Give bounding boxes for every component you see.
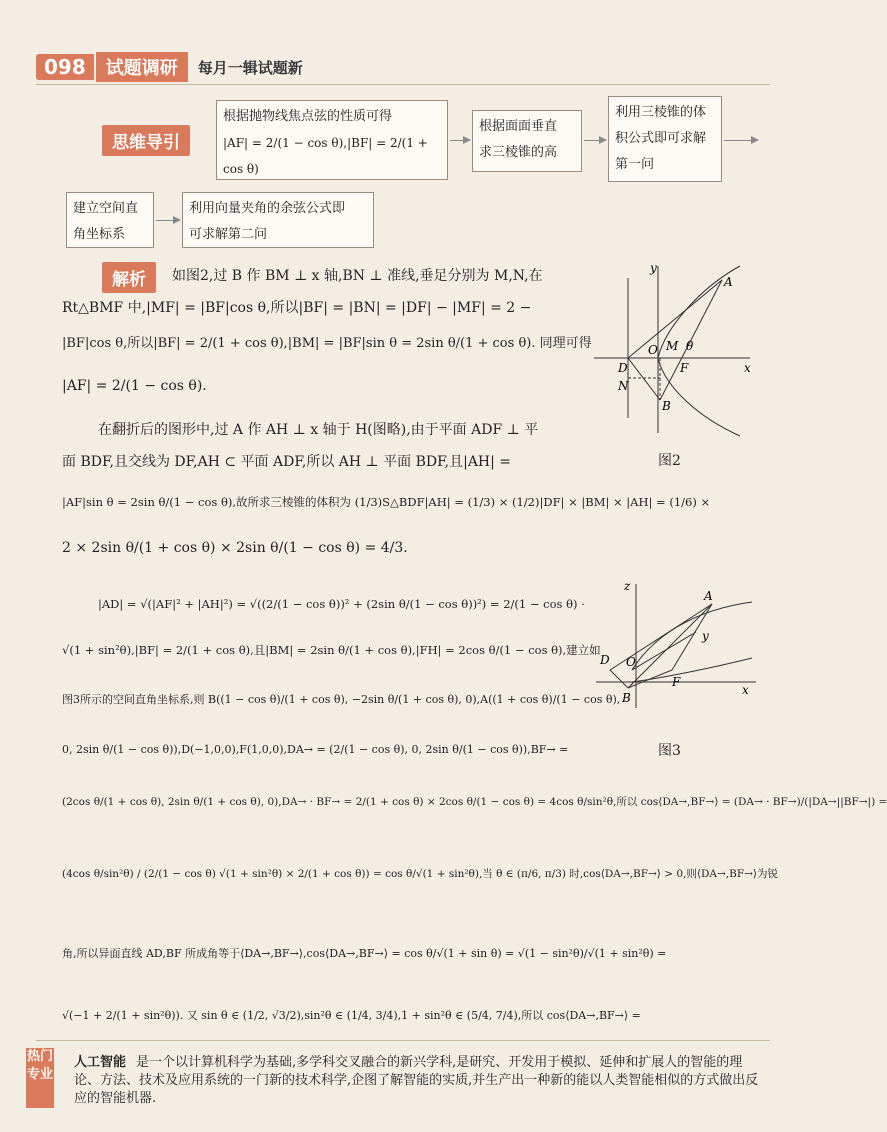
fig3-label: B [622,691,631,705]
fig2-parabola-lower [658,358,740,436]
guide-box-1-line-1: 根据抛物线焦点弦的性质可得 [223,109,393,124]
guide-box-4-line-1: 建立空间直 [73,201,139,216]
guide-box-5-line-1: 利用向量夹角的余弦公式即 [189,201,346,216]
guide-box-3-line-1: 利用三棱锥的体 [615,105,707,120]
header-rule [36,84,770,85]
footer-note [74,1054,760,1108]
analysis-line: |BF|cos θ,所以|BF| = 2/(1 + cos θ),|BM| = |BF|sin θ = 2sin θ/(1 + cos θ). 同理可得 [62,336,592,351]
figure-2 [590,258,760,438]
page-number: 098 [36,54,94,80]
figure-3 [592,578,762,718]
fig2-line-db [628,358,660,400]
fig3-label: D [600,653,610,667]
fig2-label: y [650,261,657,275]
analysis-line: √(−1 + 2/(1 + sin²θ)). 又 sin θ ∈ (1/2, √3/2),sin²θ ∈ (1/4, 3/4),1 + sin²θ ∈ (5/4, 7/4),所以 cos⟨DA→,BF→⟩ = [62,1009,641,1022]
guide-box-1 [216,100,448,180]
fig3-line-db [610,670,628,688]
analysis-tag: 解析 [102,262,156,293]
guide-box-1-line-2: |AF| = 2/(1 − cos θ),|BF| = 2/(1 + cos θ) [223,136,428,176]
guide-box-2 [472,110,582,172]
guide-arrow-2 [584,140,606,141]
analysis-line: 如图2,过 B 作 BM ⊥ x 轴,BN ⊥ 准线,垂足分别为 M,N,在 [172,268,543,284]
fig2-label: M [666,339,679,353]
fig3-curve-lower [632,658,752,682]
analysis-line: |AF| = 2/(1 − cos θ). [62,378,207,394]
page-subtitle: 每月一辑试题新 [197,58,303,77]
fig3-label: y [702,629,709,643]
guide-box-3-line-2: 积公式即可求解 [615,131,707,146]
guide-arrow-3 [724,140,758,141]
fig3-label: O [626,655,636,669]
analysis-line: √(1 + sin²θ),|BF| = 2/(1 + cos θ),且|BM| = 2sin θ/(1 + cos θ),|FH| = 2cos θ/(1 − cos θ),建立如 [62,643,601,657]
guide-box-5-line-2: 可求解第二问 [189,227,268,242]
analysis-line: (2cos θ/(1 + cos θ), 2sin θ/(1 + cos θ), 0),DA→ · BF→ = 2/(1 + cos θ) × 2cos θ/(1 − cos θ) = 4cos θ/sin²θ,所以 cos⟨DA→,BF→⟩ = (DA→ · BF→)/(|DA→||BF→|) = [62,796,887,808]
analysis-line: Rt△BMF 中,|MF| = |BF|cos θ,所以|BF| = |BN| = |DF| − |MF| = 2 − [62,300,532,316]
fig3-y-axis [632,632,696,670]
guide-box-3 [608,96,722,182]
footer-term: 人工智能 [74,1055,127,1070]
guide-box-2-line-2: 求三棱锥的高 [479,145,558,160]
analysis-line: |AF|sin θ = 2sin θ/(1 − cos θ),故所求三棱锥的体积为 (1/3)S△BDF|AH| = (1/3) × (1/2)|DF| × |BM| × |AH| = (1/6) × [62,495,711,509]
figure-3-caption: 图3 [658,743,681,759]
fig3-line-ba [628,604,712,688]
fig3-label: z [624,579,631,593]
fig2-label: x [744,361,751,375]
guide-box-4 [66,192,154,248]
page-header [36,52,303,82]
guide-tag: 思维导引 [102,125,190,156]
guide-box-4-line-2: 角坐标系 [73,227,126,242]
fig2-label: O [648,343,658,357]
analysis-line: (4cos θ/sin²θ) / (2/(1 − cos θ) √(1 + sin²θ) × 2/(1 + cos θ)) = cos θ/√(1 + sin²θ),当 θ ∈ (π/6, π/3) 时,cos⟨DA→,BF→⟩ > 0,则⟨DA→,BF→⟩为锐 [62,868,779,880]
guide-arrow-4 [156,220,180,221]
analysis-line: 角,所以异面直线 AD,BF 所成角等于⟨DA→,BF→⟩,cos⟨DA→,BF→⟩ = cos θ/√(1 + sin θ) = √(1 − sin²θ)/√(1 + sin²θ) = [62,947,667,960]
analysis-line: 0, 2sin θ/(1 − cos θ)),D(−1,0,0),F(1,0,0),DA→ = (2/(1 − cos θ), 0, 2sin θ/(1 − cos θ)),BF→ = [62,743,569,756]
guide-box-5 [182,192,374,248]
fig3-label: A [704,589,713,603]
fig3-line-bf [628,670,672,688]
section-title: 试题调研 [96,52,188,82]
fig2-label: D [618,361,628,375]
analysis-line: |AD| = √(|AF|² + |AH|²) = √((2/(1 − cos θ))² + (2sin θ/(1 − cos θ))²) = 2/(1 − cos θ) · [98,597,585,611]
fig2-label: θ [686,339,694,353]
guide-box-2-line-1: 根据面面垂直 [479,119,558,134]
fig2-label: A [724,275,733,289]
guide-arrow-1 [450,140,470,141]
analysis-line: 面 BDF,且交线为 DF,AH ⊂ 平面 ADF,所以 AH ⊥ 平面 BDF,且|AH| = [62,454,512,470]
guide-box-3-line-3: 第一问 [615,157,655,172]
analysis-line: 图3所示的空间直角坐标系,则 B((1 − cos θ)/(1 + cos θ), −2sin θ/(1 + cos θ), 0),A((1 + cos θ)/(1 − cos θ), [62,693,621,706]
fig2-label: N [618,379,629,393]
analysis-line: 在翻折后的图形中,过 A 作 AH ⊥ x 轴于 H(图略),由于平面 ADF ⊥ 平 [98,422,539,438]
figure-2-caption: 图2 [658,453,681,469]
footer-body: 是一个以计算机科学为基础,多学科交叉融合的新兴学科,是研究、开发用于模拟、延伸和扩展人的智能的理论、方法、技术及应用系统的一门新的技术科学,企图了解智能的实质,并生产出一种新的能以人类智能相似的方式做出反应的智能机器. [74,1055,759,1106]
analysis-line: 2 × 2sin θ/(1 + cos θ) × 2sin θ/(1 − cos θ) = 4/3. [62,540,408,556]
fig3-label: x [742,683,749,697]
fig2-label: B [662,399,671,413]
fig3-label: F [672,675,681,689]
footer-side-tag: 热门专业 [26,1048,54,1108]
fig2-label: F [680,361,689,375]
